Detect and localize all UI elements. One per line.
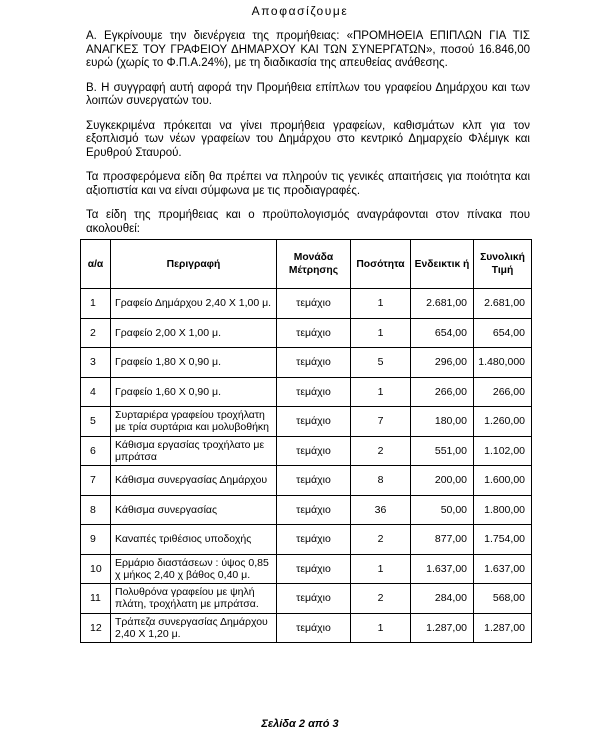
header-aa: α/α xyxy=(81,240,111,289)
cell-total-price: 1.800,00 xyxy=(474,495,532,525)
cell-total-price: 568,00 xyxy=(474,584,532,614)
table-row xyxy=(81,584,532,614)
cell-total-price: 1.754,00 xyxy=(474,525,532,555)
cell-total-price: 654,00 xyxy=(474,318,532,348)
cell-quantity: 1 xyxy=(351,613,411,643)
cell-unit: τεμάχιο xyxy=(277,466,351,496)
table-row xyxy=(81,289,532,319)
table-header-row xyxy=(81,240,532,289)
cell-quantity: 1 xyxy=(351,377,411,407)
table-intro: Τα είδη της προμήθειας και ο προϋπολογισμός αναγράφονται στον πίνακα που ακολουθεί: xyxy=(86,209,530,235)
cell-description: Γραφείο 1,80 Χ 0,90 μ. xyxy=(111,348,277,378)
cell-indicative-price: 284,00 xyxy=(411,584,474,614)
cell-description: Τράπεζα συνεργασίας Δημάρχου 2,40 Χ 1,20 μ. xyxy=(111,613,277,643)
cell-unit: τεμάχιο xyxy=(277,436,351,466)
table-body xyxy=(81,289,532,643)
cell-aa: 1 xyxy=(81,289,111,319)
header-description: Περιγραφή xyxy=(111,240,277,289)
cell-total-price: 1.637,00 xyxy=(474,554,532,584)
cell-indicative-price: 654,00 xyxy=(411,318,474,348)
cell-quantity: 7 xyxy=(351,407,411,437)
cell-unit: τεμάχιο xyxy=(277,495,351,525)
cell-total-price: 1.287,00 xyxy=(474,613,532,643)
cell-unit: τεμάχιο xyxy=(277,348,351,378)
paragraph-a: Α. Εγκρίνουμε την διενέργεια της προμήθειας: «ΠΡΟΜΗΘΕΙΑ ΕΠΙΠΛΩΝ ΓΙΑ ΤΙΣ ΑΝΑΓΚΕΣ ΤΟΥ ΓΡΑΦΕΙΟΥ ΔΗΜΑΡΧΟΥ ΚΑΙ ΤΩΝ ΣΥΝΕΡΓΑΤΩΝ», ποσού 16.846,00 ευρώ (χωρίς το Φ.Π.Α.24%), με τη διαδικασία της απευθείας ανάθεσης. xyxy=(86,30,530,69)
cell-aa: 11 xyxy=(81,584,111,614)
cell-indicative-price: 877,00 xyxy=(411,525,474,555)
cell-description: Καναπές τριθέσιος υποδοχής xyxy=(111,525,277,555)
cell-unit: τεμάχιο xyxy=(277,289,351,319)
cell-unit: τεμάχιο xyxy=(277,525,351,555)
cell-aa: 5 xyxy=(81,407,111,437)
table-row xyxy=(81,525,532,555)
table-row xyxy=(81,466,532,496)
paragraph-b: Β. Η συγγραφή αυτή αφορά την Προμήθεια επίπλων του γραφείου Δημάρχου και των λοιπών συνεργατών του. xyxy=(86,81,530,107)
header-quantity: Ποσότητα xyxy=(351,240,411,289)
cell-quantity: 2 xyxy=(351,525,411,555)
cell-unit: τεμάχιο xyxy=(277,318,351,348)
cell-aa: 9 xyxy=(81,525,111,555)
table-row xyxy=(81,318,532,348)
table-row xyxy=(81,613,532,643)
body-text xyxy=(86,30,530,247)
cell-description: Κάθισμα συνεργασίας xyxy=(111,495,277,525)
decision-heading: Αποφασίζουμε xyxy=(251,4,349,18)
cell-total-price: 1.480,000 xyxy=(474,348,532,378)
items-table xyxy=(80,239,532,643)
table-row xyxy=(81,554,532,584)
table-row xyxy=(81,407,532,437)
cell-quantity: 2 xyxy=(351,436,411,466)
cell-indicative-price: 296,00 xyxy=(411,348,474,378)
cell-aa: 3 xyxy=(81,348,111,378)
cell-aa: 12 xyxy=(81,613,111,643)
cell-indicative-price: 180,00 xyxy=(411,407,474,437)
cell-aa: 8 xyxy=(81,495,111,525)
cell-description: Γραφείο Δημάρχου 2,40 Χ 1,00 μ. xyxy=(111,289,277,319)
table-row xyxy=(81,436,532,466)
cell-quantity: 1 xyxy=(351,554,411,584)
header-unit: Μονάδα Μέτρησης xyxy=(277,240,351,289)
cell-unit: τεμάχιο xyxy=(277,554,351,584)
table-row xyxy=(81,348,532,378)
cell-quantity: 5 xyxy=(351,348,411,378)
cell-indicative-price: 551,00 xyxy=(411,436,474,466)
cell-quantity: 36 xyxy=(351,495,411,525)
cell-quantity: 2 xyxy=(351,584,411,614)
cell-total-price: 1.600,00 xyxy=(474,466,532,496)
cell-total-price: 266,00 xyxy=(474,377,532,407)
page-number-footer: Σελίδα 2 από 3 xyxy=(261,718,339,730)
paragraph-d: Τα προσφερόμενα είδη θα πρέπει να πληρούν τις γενικές απαιτήσεις για ποιότητα και αξιοπιστία και να είναι σύμφωνα με τις προδιαγραφές. xyxy=(86,171,530,197)
cell-indicative-price: 50,00 xyxy=(411,495,474,525)
cell-description: Κάθισμα συνεργασίας Δημάρχου xyxy=(111,466,277,496)
cell-indicative-price: 266,00 xyxy=(411,377,474,407)
cell-aa: 10 xyxy=(81,554,111,584)
cell-unit: τεμάχιο xyxy=(277,407,351,437)
cell-quantity: 1 xyxy=(351,318,411,348)
cell-description: Πολυθρόνα γραφείου με ψηλή πλάτη, τροχήλατη με μπράτσα. xyxy=(111,584,277,614)
cell-unit: τεμάχιο xyxy=(277,613,351,643)
cell-aa: 6 xyxy=(81,436,111,466)
cell-description: Συρταριέρα γραφείου τροχήλατη με τρία συρτάρια και μολυβοθήκη xyxy=(111,407,277,437)
table-row xyxy=(81,495,532,525)
cell-description: Κάθισμα εργασίας τροχήλατο με μπράτσα xyxy=(111,436,277,466)
cell-quantity: 1 xyxy=(351,289,411,319)
table-row xyxy=(81,377,532,407)
cell-aa: 2 xyxy=(81,318,111,348)
cell-description: Γραφείο 2,00 Χ 1,00 μ. xyxy=(111,318,277,348)
items-table-wrap xyxy=(80,239,531,643)
cell-indicative-price: 1.287,00 xyxy=(411,613,474,643)
cell-description: Γραφείο 1,60 Χ 0,90 μ. xyxy=(111,377,277,407)
cell-quantity: 8 xyxy=(351,466,411,496)
paragraph-c: Συγκεκριμένα πρόκειται να γίνει προμήθεια γραφείων, καθισμάτων κλπ για τον εξοπλισμό των νέων γραφείων του Δημάρχου στο κεντρικό Δημαρχείο Φλέμιγκ και Ερυθρού Σταυρού. xyxy=(86,119,530,159)
cell-indicative-price: 200,00 xyxy=(411,466,474,496)
cell-indicative-price: 1.637,00 xyxy=(411,554,474,584)
cell-indicative-price: 2.681,00 xyxy=(411,289,474,319)
cell-total-price: 1.260,00 xyxy=(474,407,532,437)
cell-total-price: 1.102,00 xyxy=(474,436,532,466)
cell-total-price: 2.681,00 xyxy=(474,289,532,319)
header-total-price: Συνολική Τιμή xyxy=(474,240,532,289)
header-indicative-price: Ενδεικτικ ή xyxy=(411,240,474,289)
cell-aa: 7 xyxy=(81,466,111,496)
cell-unit: τεμάχιο xyxy=(277,377,351,407)
cell-unit: τεμάχιο xyxy=(277,584,351,614)
cell-description: Ερμάριο διαστάσεων : ύψος 0,85 χ μήκος 2,40 χ βάθος 0,40 μ. xyxy=(111,554,277,584)
cell-aa: 4 xyxy=(81,377,111,407)
